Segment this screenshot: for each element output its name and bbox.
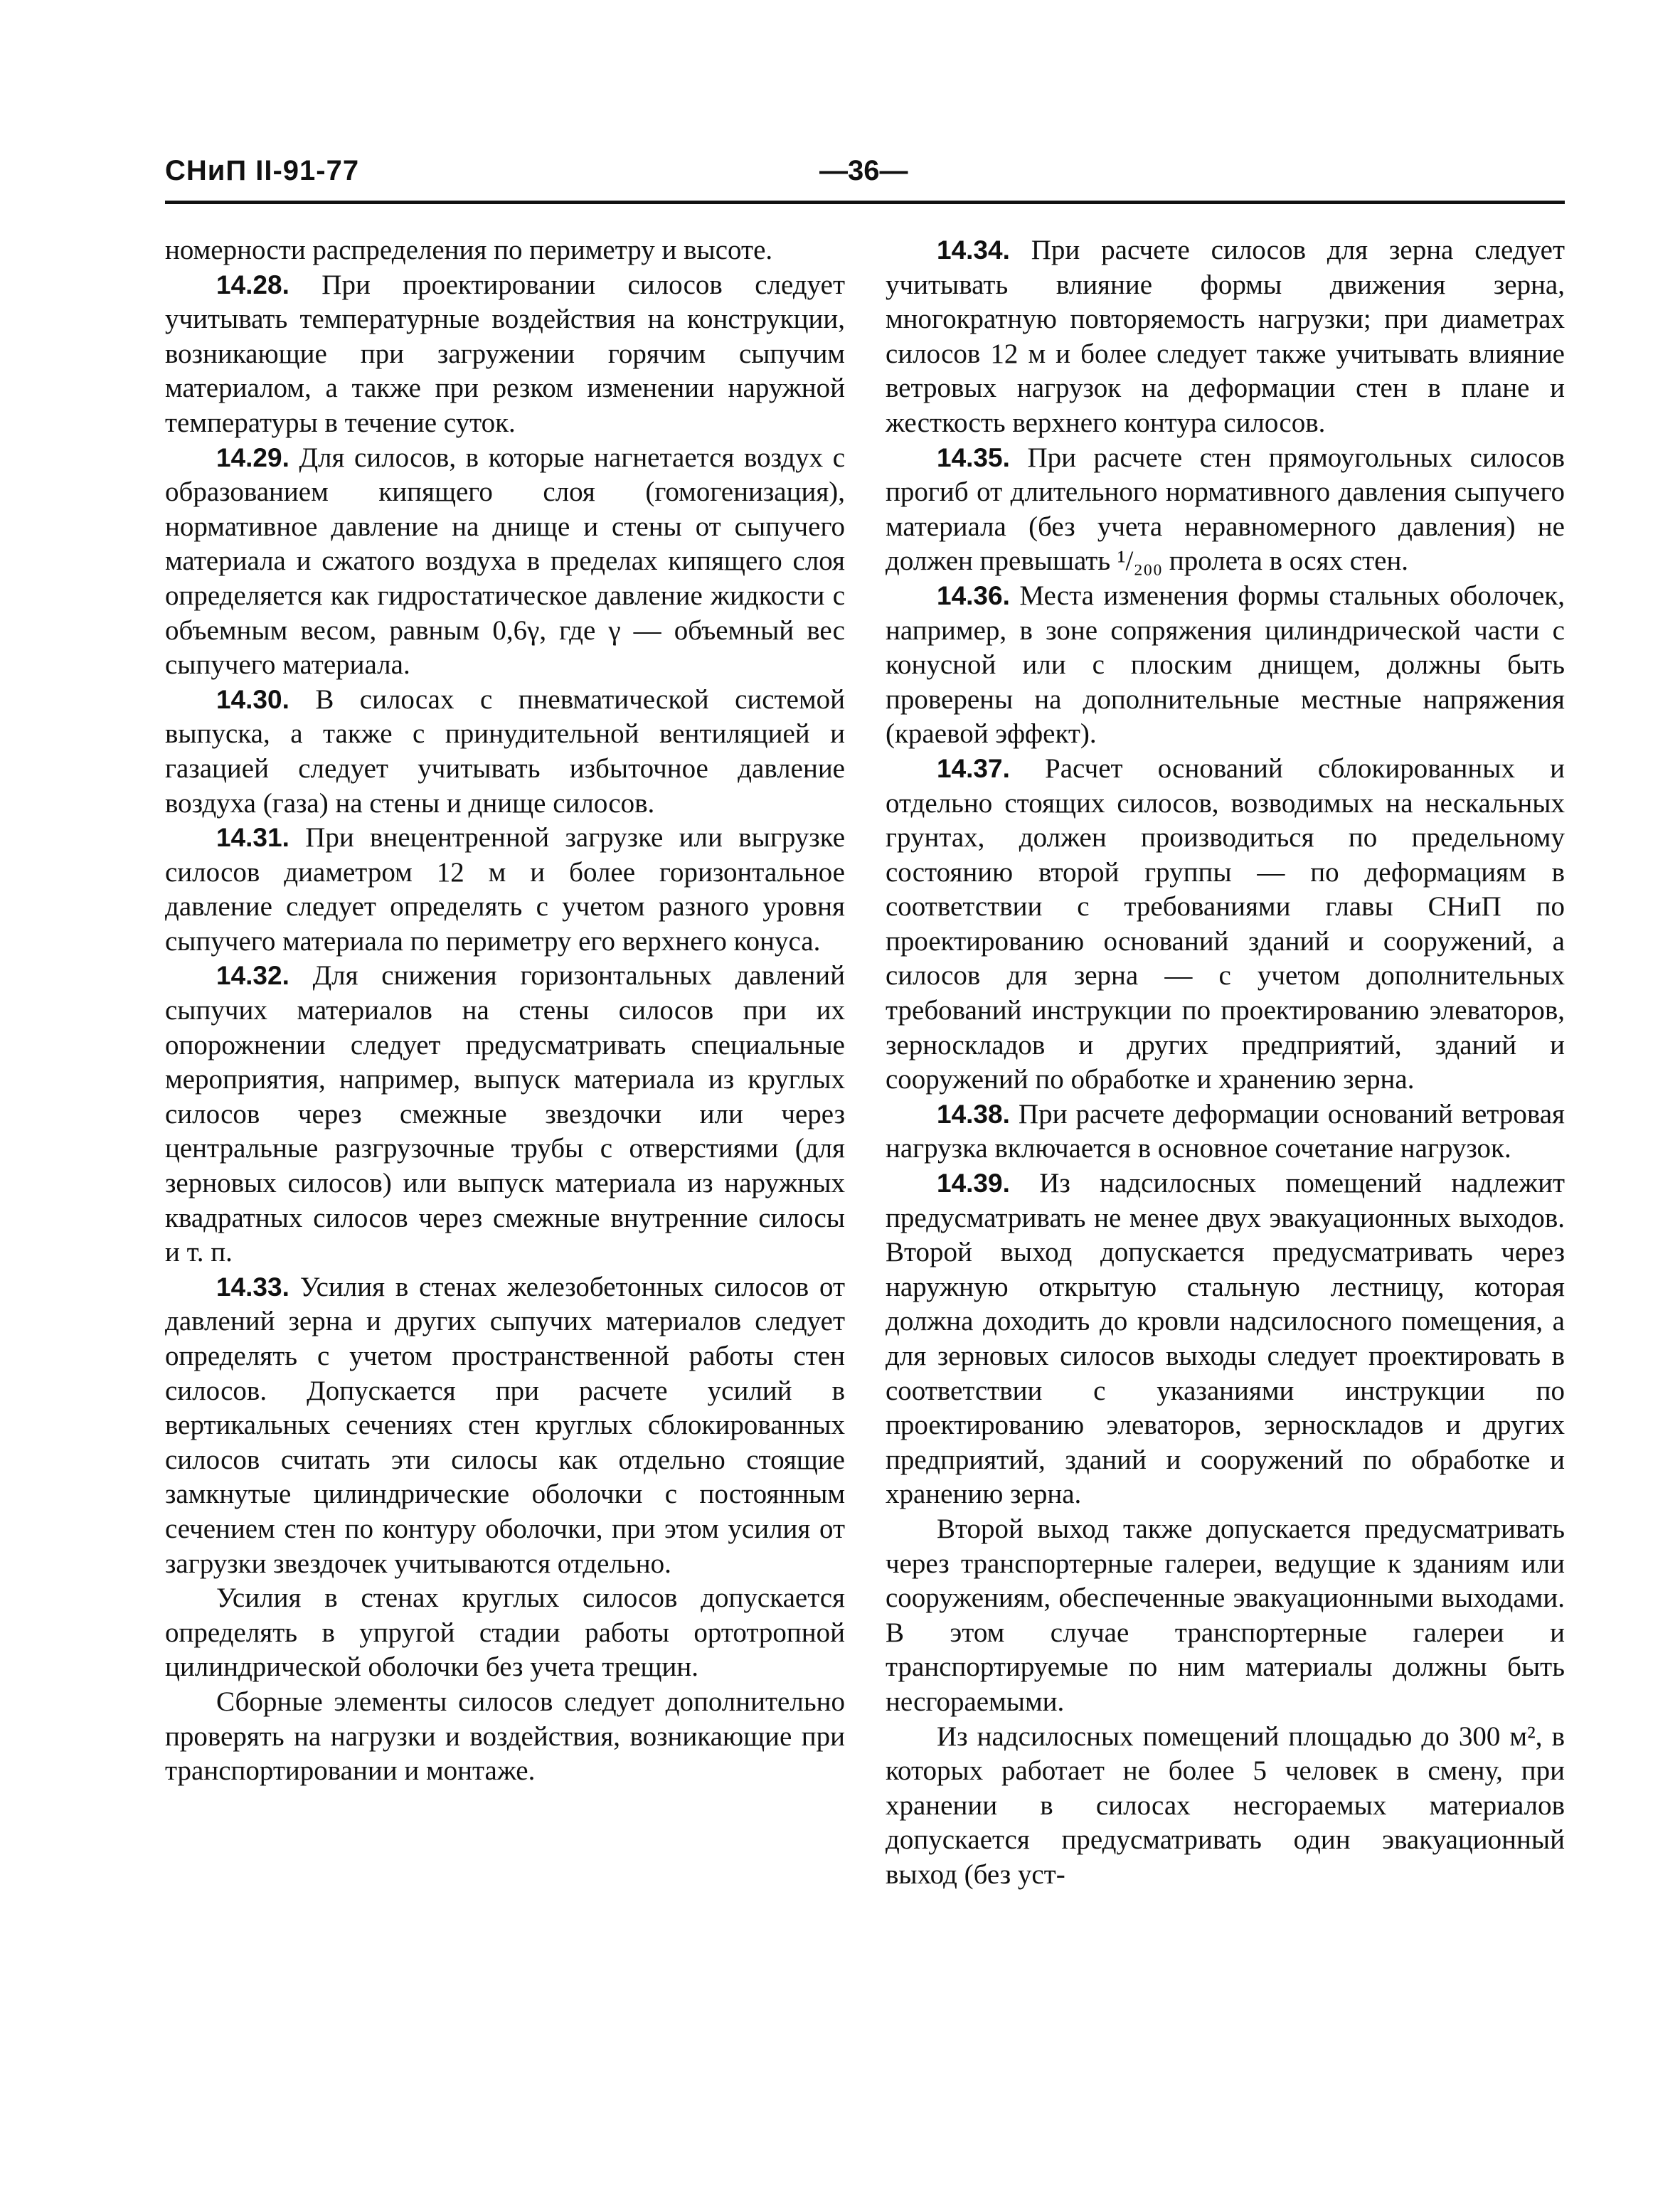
clause-number: 14.34. xyxy=(937,235,1010,265)
clause-number: 14.36. xyxy=(937,580,1010,610)
paragraph xyxy=(886,1512,1565,1720)
paragraph-text: Сборные элементы силосов следует дополнительно проверять на нагрузки и воздействия, возникающие при транспортировании и монтаже. xyxy=(165,1686,845,1787)
clause-text: При проектировании силосов следует учитывать температурные воздействия на конструкции, возникающие при загружении горячим сыпучим материалом, а также при резком изменении наружной температуры в течение суток. xyxy=(165,269,845,438)
clause-text: Расчет оснований сблокированных и отдельно стоящих силосов, возводимых на нескальных грунтах, должен производиться по предельному состоянию второй группы — по деформациям в соответствии с требованиями главы СНиП по проектированию оснований зданий и сооружений, а силосов для зерна — с учетом дополнительных требований инструкции по проектированию элеваторов, зерноскладов и других предприятий, зданий и сооружений по обработке и хранению зерна. xyxy=(886,753,1565,1095)
clause-number: 14.32. xyxy=(216,961,289,991)
clause-text: При внецентренной загрузке или выгрузке силосов диаметром 12 м и более горизонтальное давление следует определять с учетом разного уровня сыпучего материала по периметру его верхнего конуса. xyxy=(165,822,846,957)
clause-number: 14.31. xyxy=(216,823,289,853)
clause-text: Из надсилосных помещений надлежит предусматривать не менее двух эвакуационных выходов. Второй выход допускается предусматривать через наружную открытую стальную лестницу, которая должна доходить до кровли надсилосного помещения, а для зерновых силосов выходы следует проектировать в соответствии с указаниями инструкции по проектированию элеваторов, зерноскладов и других предприятий, зданий и сооружений по обработке и хранению зерна. xyxy=(886,1168,1565,1510)
clause-14-30 xyxy=(165,683,845,821)
clause-14-33 xyxy=(165,1270,845,1581)
clause-number: 14.38. xyxy=(937,1099,1010,1129)
clause-14-29 xyxy=(165,441,845,683)
clause-14-31 xyxy=(165,821,845,959)
clause-14-37 xyxy=(886,752,1565,1097)
clause-number: 14.37. xyxy=(937,753,1010,783)
paragraph xyxy=(886,1720,1565,1893)
paragraph xyxy=(165,233,845,268)
document-code: СНиП II-91-77 xyxy=(165,155,360,186)
clause-text: В силосах с пневматической системой выпуска, а также с принудительной вентиляцией и газацией следует учитывать избыточное давление воздуха (газа) на стены и днище силосов. xyxy=(165,684,846,819)
clause-14-28 xyxy=(165,268,845,441)
page-header xyxy=(165,155,1559,195)
page-number: —36— xyxy=(819,155,908,186)
clause-text: При расчете деформации оснований ветровая нагрузка включается в основное сочетание нагрузок. xyxy=(886,1098,1565,1164)
clause-14-32 xyxy=(165,959,845,1270)
clause-text: Для снижения горизонтальных давлений сыпучих материалов на стены силосов при их опорожнении следует предусматривать специальные мероприятия, например, выпуск материала из круглых силосов через смежные звездочки или через центральные разгрузочные трубы с отверстиями (для зерновых силосов) или выпуск материала из наружных квадратных силосов через смежные внутренние силосы и т. п. xyxy=(165,960,846,1268)
clause-text: При расчете стен прямоугольных силосов прогиб от длительного нормативного давления сыпучего материала (без учета неравномерного давления) не должен превышать ¹/₂₀₀ пролета в осях стен. xyxy=(886,442,1565,577)
clause-number: 14.39. xyxy=(937,1169,1010,1198)
clause-text: Для силосов, в которые нагнетается воздух с образованием кипящего слоя (гомогенизация), нормативное давление на днище и стены от сыпучего материала и сжатого воздуха в пределах кипящего слоя определяется как гидростатическое давление жидкости с объемным весом, равным 0,6γ, где γ — объемный вес сыпучего материала. xyxy=(165,442,846,681)
paragraph-text: номерности распределения по периметру и высоте. xyxy=(165,235,773,265)
left-column xyxy=(165,233,845,1789)
clause-text: При расчете силосов для зерна следует учитывать влияние формы движения зерна, многократную повторяемость нагрузки; при диаметрах силосов 12 м и более следует также учитывать влияние ветровых нагрузок на деформации стен в плане и жесткость верхнего контура силосов. xyxy=(886,235,1565,438)
clause-text: Места изменения формы стальных оболочек, например, в зоне сопряжения цилиндрической части с конусной или с плоским днищем, должны быть проверены на дополнительные местные напряжения (краевой эффект). xyxy=(886,580,1565,750)
paragraph-text: Второй выход также допускается предусматривать через транспортерные галереи, ведущие к зданиям или сооружениям, обеспеченные эвакуационными выходами. В этом случае транспортерные галереи и транспортируемые по ним материалы должны быть несгораемыми. xyxy=(886,1513,1565,1717)
clause-number: 14.30. xyxy=(216,684,289,714)
clause-14-38 xyxy=(886,1097,1565,1166)
clause-number: 14.29. xyxy=(216,442,289,472)
paragraph xyxy=(165,1581,845,1685)
clause-number: 14.35. xyxy=(937,442,1010,472)
clause-14-34 xyxy=(886,233,1565,441)
right-column xyxy=(886,233,1565,1893)
paragraph xyxy=(165,1685,845,1789)
clause-number: 14.28. xyxy=(216,270,289,299)
clause-14-36 xyxy=(886,579,1565,752)
clause-14-35 xyxy=(886,441,1565,579)
header-rule xyxy=(165,201,1565,204)
paragraph-text: Усилия в стенах круглых силосов допускается определять в упругой стадии работы ортотропной цилиндрической оболочки без учета трещин. xyxy=(165,1583,845,1683)
clause-text: Усилия в стенах железобетонных силосов от давлений зерна и других сыпучих материалов следует определять с учетом пространственной работы стен силосов. Допускается при расчете усилий в вертикальных сечениях стен круглых сблокированных силосов считать эти силосы как отдельно стоящие замкнутые цилиндрические оболочки с постоянным сечением стен по контуру оболочки, при этом усилия от загрузки звездочек учитываются отдельно. xyxy=(165,1271,845,1579)
clause-14-39 xyxy=(886,1166,1565,1512)
paragraph-text: Из надсилосных помещений площадью до 300 м², в которых работает не более 5 человек в смену, при хранении в силосах несгораемых материалов допускается предусматривать один эвакуационный выход (без уст- xyxy=(886,1721,1565,1890)
clause-number: 14.33. xyxy=(216,1272,289,1302)
